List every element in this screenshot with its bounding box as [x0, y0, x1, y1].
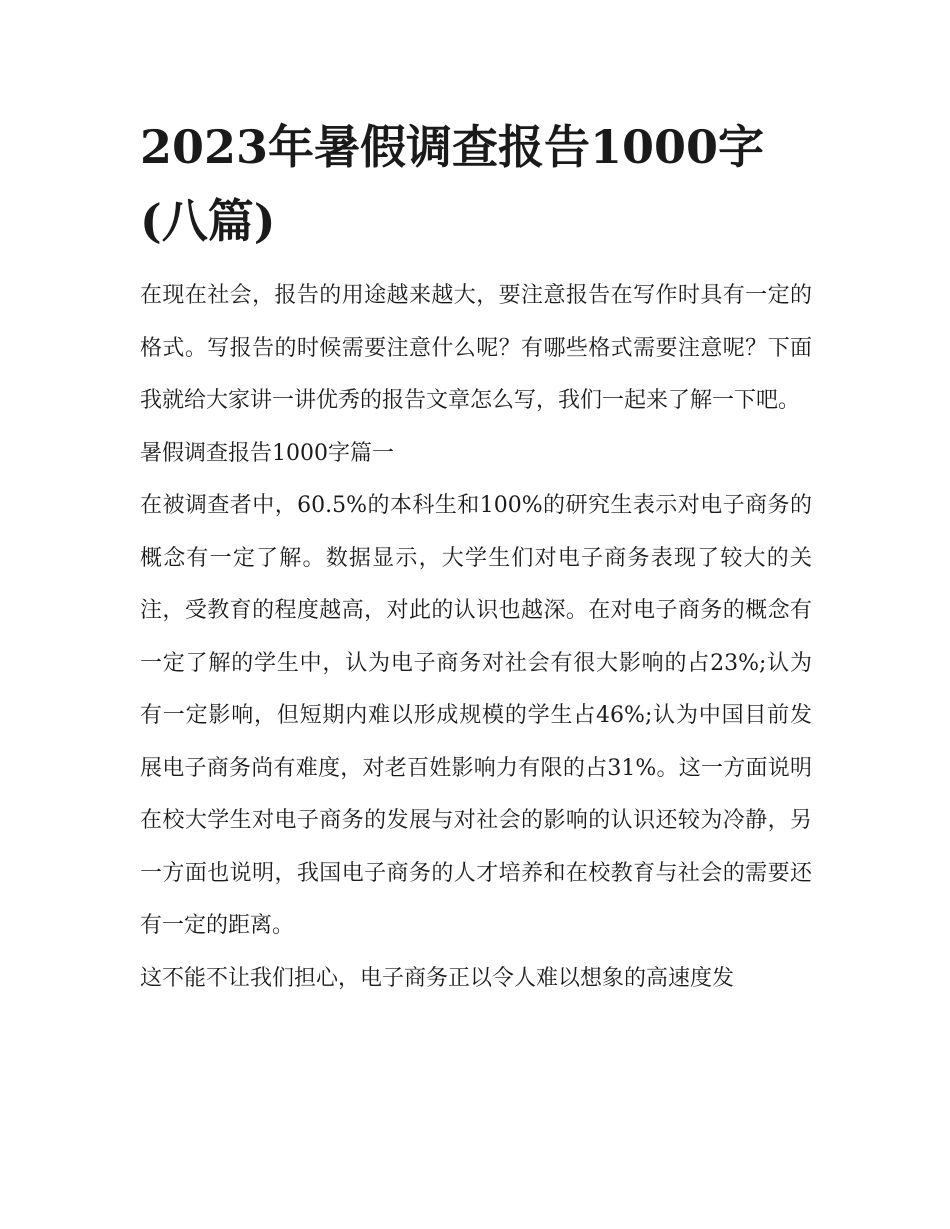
document-page: [140, 110, 812, 1005]
section-heading: 暑假调查报告1000字篇一: [140, 440, 394, 466]
intro-paragraph: 在现在社会，报告的用途越来越大，要注意报告在写作时具有一定的格式。写报告的时候需要注意什么呢？有哪些格式需要注意呢？下面我就给大家讲一讲优秀的报告文章怎么写，我们一起来了解一下吧。: [140, 283, 812, 413]
document-title: 2023年暑假调查报告1000字(八篇): [140, 120, 765, 248]
body-paragraph: 这不能不让我们担心，电子商务正以令人难以想象的高速度发: [140, 965, 735, 991]
body-paragraph: 在被调查者中，60.5%的本科生和100%的研究生表示对电子商务的概念有一定了解。数据显示，大学生们对电子商务表现了较大的关注，受教育的程度越高，对此的认识也越深。在对电子商务的概念有一定了解的学生中，认为电子商务对社会有很大影响的占23%;认为有一定影响，但短期内难以形成规模的学生占46%;认为中国目前发展电子商务尚有难度，对老百姓影响力有限的占31%。这一方面说明在校大学生对电子商务的发展与对社会的影响的认识还较为冷静，另一方面也说明，我国电子商务的人才培养和在校教育与社会的需要还有一定的距离。: [140, 493, 812, 938]
